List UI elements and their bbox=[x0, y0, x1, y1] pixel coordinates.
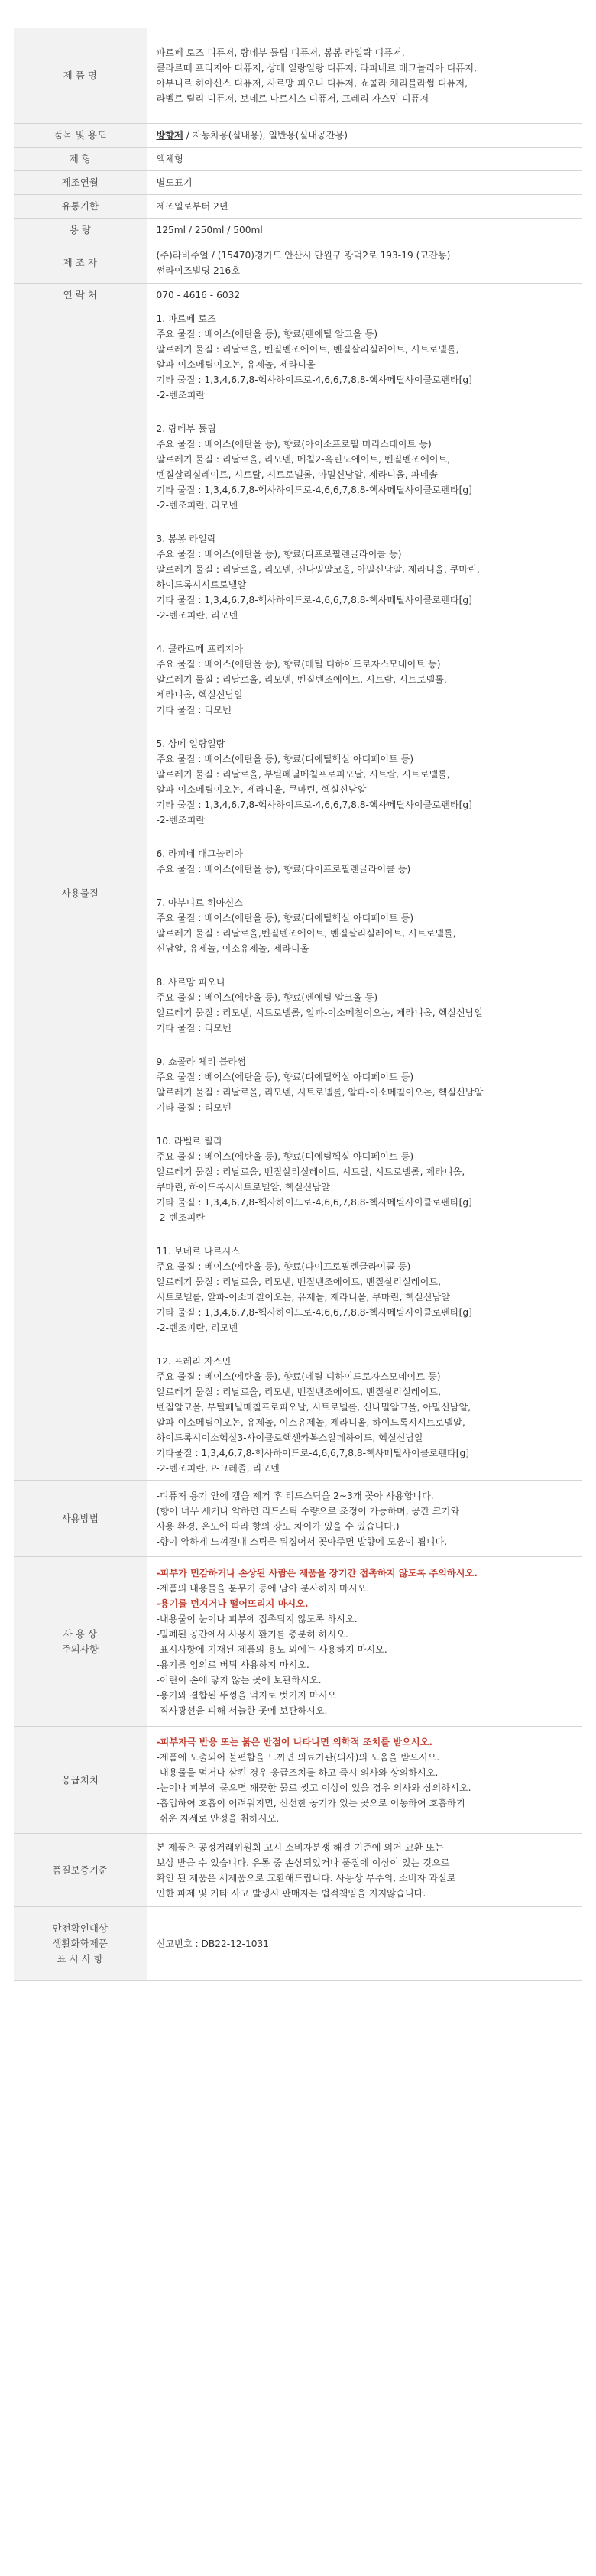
product-name-value bbox=[147, 28, 582, 124]
label-volume: 용 량 bbox=[14, 219, 147, 242]
row-manufacturer bbox=[14, 242, 582, 284]
ingredient-sections bbox=[157, 311, 575, 1476]
ingredient-line: 기타 물질 : 1,3,4,6,7,8-헥사하이드로-4,6,6,7,8,8-헥사메틸사이클로펜타[g] bbox=[156, 595, 472, 605]
ingredient-line: 알파-이소메틸이오논, 유제놀, 이소유제놀, 제라니올, 하이드록시시트로넬알, bbox=[156, 1417, 465, 1428]
ingredient-line: 주요 물질 : 베이스(에탄올 등), 향료(디프로필렌글라이콜 등) bbox=[156, 549, 402, 560]
ingredient-line: 알르레기 물질 : 리날로올, 리모넨, 메칠2-옥틴노에이트, 벤질벤조에이트, bbox=[156, 454, 451, 465]
ingredient-section-title: 12. 프레리 자스민 bbox=[156, 1356, 232, 1367]
label-form: 제 형 bbox=[14, 148, 147, 171]
ingredient-line: 주요 물질 : 베이스(에탄올 등), 향료(디에틸헥실 아디페이트 등) bbox=[156, 913, 414, 923]
ingredient-section bbox=[157, 1354, 575, 1476]
cautions-value bbox=[147, 1557, 582, 1727]
section-gap bbox=[157, 718, 575, 736]
text-line: 본 제품은 공정거래위원회 고시 소비자분쟁 해결 기준에 의거 교환 또는 bbox=[156, 1841, 444, 1853]
label-first-aid: 응급처치 bbox=[14, 1727, 147, 1834]
text-line: -어린이 손에 닿지 않는 곳에 보관하시오. bbox=[156, 1674, 322, 1685]
text-line: (주)라비주얼 / (15470)경기도 안산시 단원구 광덕2로 193-19 (고잔동) bbox=[156, 249, 451, 261]
text-line: -표시사항에 기재된 제품의 용도 외에는 사용하지 마시오. bbox=[156, 1643, 387, 1655]
ingredient-section-title: 1. 파르페 로즈 bbox=[156, 313, 216, 324]
ingredient-line: -2-벤조피란 bbox=[156, 1212, 206, 1223]
text-line: -향이 약하게 느껴질때 스틱을 뒤집어서 꽂아주면 발향에 도움이 됩니다. bbox=[156, 1536, 448, 1547]
ingredient-line: -2-벤조피란 bbox=[156, 390, 206, 401]
label-expiry: 유통기한 bbox=[14, 195, 147, 219]
ingredient-section bbox=[157, 531, 575, 623]
ingredient-section-title: 4. 클라르떼 프리지아 bbox=[156, 644, 244, 654]
text-line: -제품의 내용물을 분무기 등에 담아 분사하지 마시오. bbox=[156, 1582, 370, 1594]
label-manufacturer: 제 조 자 bbox=[14, 242, 147, 284]
text-line: -직사광선을 피해 서늘한 곳에 보관하시오. bbox=[156, 1705, 328, 1716]
text-line: 썬라이즈빌딩 216호 bbox=[156, 264, 241, 276]
label-product-name: 제 품 명 bbox=[14, 28, 147, 124]
ingredient-line: -2-벤조피란, 리모넨 bbox=[156, 1322, 238, 1333]
ingredient-line: 하이드록시시트로넬알 bbox=[156, 579, 247, 590]
ingredient-line: 주요 물질 : 베이스(에탄올 등), 향료(디에틸헥실 아디페이트 등) bbox=[156, 1151, 414, 1162]
ingredient-section-title: 11. 보네르 나르시스 bbox=[156, 1246, 241, 1257]
label-manufacture-date: 제조연월 bbox=[14, 171, 147, 195]
ingredient-line: 알르레기 물질 : 리날로올, 리모넨, 벤질벤조에이트, 시트랄, 시트로넬롤, bbox=[156, 674, 447, 685]
section-gap bbox=[157, 1335, 575, 1354]
usage-value bbox=[147, 1481, 582, 1557]
section-gap bbox=[157, 956, 575, 975]
first-aid-highlight: -피부자극 반응 또는 붉은 반점이 나타나면 의학적 조치를 받으시오. bbox=[156, 1736, 433, 1747]
ingredient-line: 주요 물질 : 베이스(에탄올 등), 향료(다이프로필렌글라이콜 등) bbox=[156, 864, 411, 874]
label-contact: 연 락 처 bbox=[14, 284, 147, 307]
section-gap bbox=[157, 877, 575, 895]
ingredient-section-title: 2. 랑데부 튤립 bbox=[156, 423, 216, 434]
label-safety-declaration bbox=[14, 1907, 147, 1981]
row-usage bbox=[14, 1481, 582, 1557]
text-line: 아부니르 히아신스 디퓨저, 사르망 피오니 디퓨저, 쇼콜라 체리블라썸 디퓨저, bbox=[156, 78, 468, 89]
section-gap bbox=[157, 623, 575, 641]
ingredient-line: 알르레기 물질 : 리날로올, 리모넨, 벤질벤조에이트, 벤질살리실레이트, bbox=[156, 1387, 441, 1397]
label-text: 사 용 상 주의사항 bbox=[61, 1627, 99, 1655]
text-line: 라벨르 릴리 디퓨저, 보네르 나르시스 디퓨저, 프레리 자스민 디퓨저 bbox=[156, 93, 429, 104]
row-manufacture-date bbox=[14, 171, 582, 195]
row-expiry bbox=[14, 195, 582, 219]
row-cautions bbox=[14, 1557, 582, 1727]
ingredient-section bbox=[157, 1244, 575, 1335]
label-usage: 사용방법 bbox=[14, 1481, 147, 1557]
row-contact bbox=[14, 284, 582, 307]
ingredient-line: -2-벤조피란 bbox=[156, 815, 206, 826]
ingredient-section bbox=[157, 846, 575, 877]
category-value bbox=[147, 124, 582, 148]
ingredient-section-title: 7. 아부니르 히아신스 bbox=[156, 897, 244, 908]
ingredient-section bbox=[157, 641, 575, 718]
section-gap bbox=[157, 1036, 575, 1054]
row-form bbox=[14, 148, 582, 171]
ingredient-line: 알파-이소메틸이오논, 유제놀, 제라니올 bbox=[156, 359, 316, 370]
row-safety-declaration bbox=[14, 1907, 582, 1981]
ingredient-line: 기타 물질 : 1,3,4,6,7,8-헥사하이드로-4,6,6,7,8,8-헥사메틸사이클로펜타[g] bbox=[156, 800, 472, 810]
ingredient-section bbox=[157, 736, 575, 828]
ingredient-line: 주요 물질 : 베이스(에탄올 등), 향료(메틸 디하이드로자스모네이트 등) bbox=[156, 1371, 441, 1382]
ingredient-line: 시트로넬롤, 알파-이소메칠이오논, 유제놀, 제라니올, 쿠마린, 헥실신남알 bbox=[156, 1292, 451, 1303]
text-line: -밀폐된 공간에서 사용시 환기를 충분히 하시오. bbox=[156, 1628, 348, 1640]
text-line: 확인 된 제품은 세제품으로 교환해드립니다. 사용상 부주의, 소비자 과실로 bbox=[156, 1872, 456, 1883]
text-line: (향이 너무 세거나 약하면 리드스틱 수량으로 조정이 가능하며, 공간 크기와 bbox=[156, 1505, 460, 1517]
expiry-value: 제조일로부터 2년 bbox=[147, 195, 582, 219]
text-line: -제품에 노출되어 불편함을 느끼면 의료기관(의사)의 도움을 받으시오. bbox=[156, 1751, 440, 1763]
ingredient-line: 기타 물질 : 리모넨 bbox=[156, 1023, 232, 1033]
ingredient-line: 주요 물질 : 베이스(에탄올 등), 향료(아이소프로필 미리스테이트 등) bbox=[156, 439, 432, 449]
ingredient-section bbox=[157, 975, 575, 1036]
ingredient-line: 벤질살리실레이트, 시트랄, 시트로넬롤, 아밀신남알, 제라니올, 파네솔 bbox=[156, 469, 438, 480]
ingredient-line: 기타 물질 : 1,3,4,6,7,8-헥사하이드로-4,6,6,7,8,8-헥사메틸사이클로펜타[g] bbox=[156, 485, 472, 495]
ingredient-line: 기타 물질 : 리모넨 bbox=[156, 705, 232, 715]
section-gap bbox=[157, 403, 575, 421]
text-line: -눈이나 피부에 묻으면 깨끗한 물로 씻고 이상이 있을 경우 의사와 상의하시오. bbox=[156, 1782, 471, 1793]
ingredient-section-title: 9. 쇼콜라 체리 블라썸 bbox=[156, 1056, 246, 1067]
ingredient-line: -2-벤조피란, 리모넨 bbox=[156, 500, 238, 511]
ingredient-section-title: 6. 라피네 매그놀리아 bbox=[156, 848, 244, 859]
ingredient-section bbox=[157, 311, 575, 403]
ingredient-line: 알르레기 물질 : 리날로올, 리모넨, 벤질벤조에이트, 벤질살리실레이트, bbox=[156, 1277, 441, 1287]
ingredient-line: 알르레기 물질 : 리모넨, 시트로넬롤, 알파-이소메칠이오논, 제라니올, 헥실신남알 bbox=[156, 1007, 484, 1018]
volume-value: 125ml / 250ml / 500ml bbox=[147, 219, 582, 242]
text-line: 클라르떼 프리지아 디퓨저, 샹메 일랑일랑 디퓨저, 라피네르 매그놀리아 디퓨저, bbox=[156, 63, 477, 73]
form-value: 액체형 bbox=[147, 148, 582, 171]
ingredient-line: 알르레기 물질 : 리날로올, 벤질살리실레이트, 시트랄, 시트로넬롤, 제라니올, bbox=[156, 1166, 465, 1177]
caution-highlight: -피부가 민감하거나 손상된 사람은 제품을 장기간 접촉하지 않도록 주의하시오. bbox=[156, 1567, 478, 1578]
ingredient-section-title: 8. 사르망 피오니 bbox=[156, 977, 225, 988]
ingredient-line: 기타 물질 : 1,3,4,6,7,8-헥사하이드로-4,6,6,7,8,8-헥사메틸사이클로펜타[g] bbox=[156, 1307, 472, 1318]
safety-declaration-value: 신고번호 : DB22-12-1031 bbox=[147, 1907, 582, 1981]
ingredient-line: 기타 물질 : 1,3,4,6,7,8-헥사하이드로-4,6,6,7,8,8-헥사메틸사이클로펜타[g] bbox=[156, 375, 472, 385]
category-rest: / 자동차용(실내용), 일반용(실내공간용) bbox=[183, 130, 348, 141]
row-first-aid bbox=[14, 1727, 582, 1834]
label-ingredients: 사용물질 bbox=[14, 307, 147, 1481]
text-line: 쉬운 자세로 안정을 취하시오. bbox=[156, 1812, 280, 1824]
ingredient-line: 주요 물질 : 베이스(에탄올 등), 향료(다이프로필렌글라이콜 등) bbox=[156, 1261, 411, 1272]
ingredient-line: 기타 물질 : 리모넨 bbox=[156, 1102, 232, 1113]
ingredient-section-title: 3. 봉봉 라일락 bbox=[156, 534, 216, 544]
text-line: -내용물이 눈이나 피부에 접촉되지 않도록 하시오. bbox=[156, 1613, 358, 1624]
text-line: 사용 환경, 온도에 따라 향의 강도 차이가 있을 수 있습니다.) bbox=[156, 1520, 400, 1532]
ingredient-line: 신남알, 유제놀, 이소유제놀, 제라니올 bbox=[156, 943, 309, 954]
text-line: -용기를 임의로 버튀 사용하지 마시오. bbox=[156, 1659, 309, 1670]
ingredient-line: 쿠마린, 하이드록시시트로넬알, 헥실신남알 bbox=[156, 1182, 330, 1192]
ingredient-line: 알르레기 물질 : 리날로올, 벤질벤조에이트, 벤질살리실레이트, 시트로넬롤, bbox=[156, 344, 459, 355]
row-volume bbox=[14, 219, 582, 242]
ingredient-section-title: 10. 라벨르 릴리 bbox=[156, 1136, 222, 1147]
ingredient-line: 기타 물질 : 1,3,4,6,7,8-헥사하이드로-4,6,6,7,8,8-헥사메틸사이클로펜타[g] bbox=[156, 1197, 472, 1208]
manufacturer-value bbox=[147, 242, 582, 284]
row-product-name bbox=[14, 28, 582, 124]
ingredient-section bbox=[157, 1134, 575, 1225]
row-quality-guarantee bbox=[14, 1834, 582, 1907]
ingredient-line: 기타물질 : 1,3,4,6,7,8-헥사하이드로-4,6,6,7,8,8-헥사메틸사이클로펜타[g] bbox=[156, 1448, 470, 1458]
caution-highlight: -용기를 던지거나 떨어뜨리지 마시오. bbox=[156, 1598, 309, 1609]
ingredient-line: 주요 물질 : 베이스(에탄올 등), 향료(펜에틸 알코올 등) bbox=[156, 992, 378, 1003]
ingredient-line: 알르레기 물질 : 리날로올, 리모넨, 시트로넬롤, 알파-이소메칠이오논, 헥실신남알 bbox=[156, 1087, 484, 1098]
text-line: -내용물을 먹거나 삼킨 경우 응급조치를 하고 즉시 의사와 상의하시오. bbox=[156, 1767, 439, 1778]
quality-guarantee-value bbox=[147, 1834, 582, 1907]
ingredient-line: 알르레기 물질 : 리날로올, 부틸페닐메칠프로피오날, 시트랄, 시트로넬롤, bbox=[156, 769, 450, 780]
contact-value: 070 - 4616 - 6032 bbox=[147, 284, 582, 307]
text-line: -흡입하여 호흡이 어려워지면, 신선한 공기가 있는 곳으로 이동하여 호흡하기 bbox=[156, 1797, 465, 1809]
section-gap bbox=[157, 828, 575, 846]
text-line: -용기와 결합된 뚜껑을 억지로 벗기지 마시오 bbox=[156, 1689, 337, 1701]
ingredient-line: 주요 물질 : 베이스(에탄올 등), 향료(펜에틸 알코올 등) bbox=[156, 329, 378, 339]
product-spec-table bbox=[14, 28, 582, 1981]
ingredient-line: -2-벤조피란, 리모넨 bbox=[156, 610, 238, 621]
label-cautions bbox=[14, 1557, 147, 1727]
ingredient-line: 제라니올, 헥실신남알 bbox=[156, 689, 244, 700]
ingredient-line: 벤질알코올, 부틸페닐메칠프로피오날, 시트로넬롤, 신나밀알코올, 아밀신남알, bbox=[156, 1402, 471, 1413]
ingredient-line: 알파-이소메틸이오논, 제라니올, 쿠마린, 헥실신남알 bbox=[156, 784, 367, 795]
ingredient-line: 주요 물질 : 베이스(에탄올 등), 향료(디에틸헥실 아디페이트 등) bbox=[156, 1072, 414, 1082]
ingredient-line: 주요 물질 : 베이스(에탄올 등), 향료(메틸 디하이드로자스모네이트 등) bbox=[156, 659, 441, 670]
section-gap bbox=[157, 1115, 575, 1134]
text-line: 파르페 로즈 디퓨저, 랑데부 튤립 디퓨저, 봉봉 라일락 디퓨저, bbox=[156, 47, 405, 58]
text-line: 인한 파제 및 기타 사고 발생시 판매자는 법적책임을 지지않습니다. bbox=[156, 1887, 426, 1899]
ingredient-section bbox=[157, 895, 575, 956]
text-line: -디퓨져 용기 안에 캡을 제거 후 리드스틱을 2~3개 꽂아 사용합니다. bbox=[156, 1490, 434, 1501]
ingredient-line: 알르레기 물질 : 리날로올,벤질벤조에이트, 벤질살리실레이트, 시트로넬롤, bbox=[156, 928, 456, 939]
label-text: 안전확인대상 생활화학제품 표 시 사 항 bbox=[52, 1922, 108, 1964]
section-gap bbox=[157, 1225, 575, 1244]
label-category: 품목 및 용도 bbox=[14, 124, 147, 148]
ingredient-line: 하이드록시이소헥실3-사이클로헥센카복스알데하이드, 헥실신남알 bbox=[156, 1432, 424, 1443]
ingredients-value bbox=[147, 307, 582, 1481]
label-quality-guarantee: 품질보증기준 bbox=[14, 1834, 147, 1907]
ingredient-section-title: 5. 샹메 일랑일랑 bbox=[156, 738, 225, 749]
ingredient-line: -2-벤조피란, P-크레졸, 리모넨 bbox=[156, 1463, 280, 1474]
section-gap bbox=[157, 513, 575, 531]
ingredient-section bbox=[157, 421, 575, 513]
category-highlight: 방향제 bbox=[156, 130, 183, 141]
text-line: 보상 받을 수 있습니다. 유통 중 손상되었거나 품질에 이상이 있는 것으로 bbox=[156, 1857, 450, 1868]
ingredient-line: 알르레기 물질 : 리날로올, 리모넨, 신나밀알코올, 아밀신남알, 제라니올, 쿠마린, bbox=[156, 564, 480, 575]
first-aid-value bbox=[147, 1727, 582, 1834]
ingredient-line: 주요 물질 : 베이스(에탄올 등), 향료(디에틸헥실 아디페이트 등) bbox=[156, 754, 414, 764]
row-ingredients bbox=[14, 307, 582, 1481]
row-category bbox=[14, 124, 582, 148]
manufacture-date-value: 별도표기 bbox=[147, 171, 582, 195]
ingredient-section bbox=[157, 1054, 575, 1115]
